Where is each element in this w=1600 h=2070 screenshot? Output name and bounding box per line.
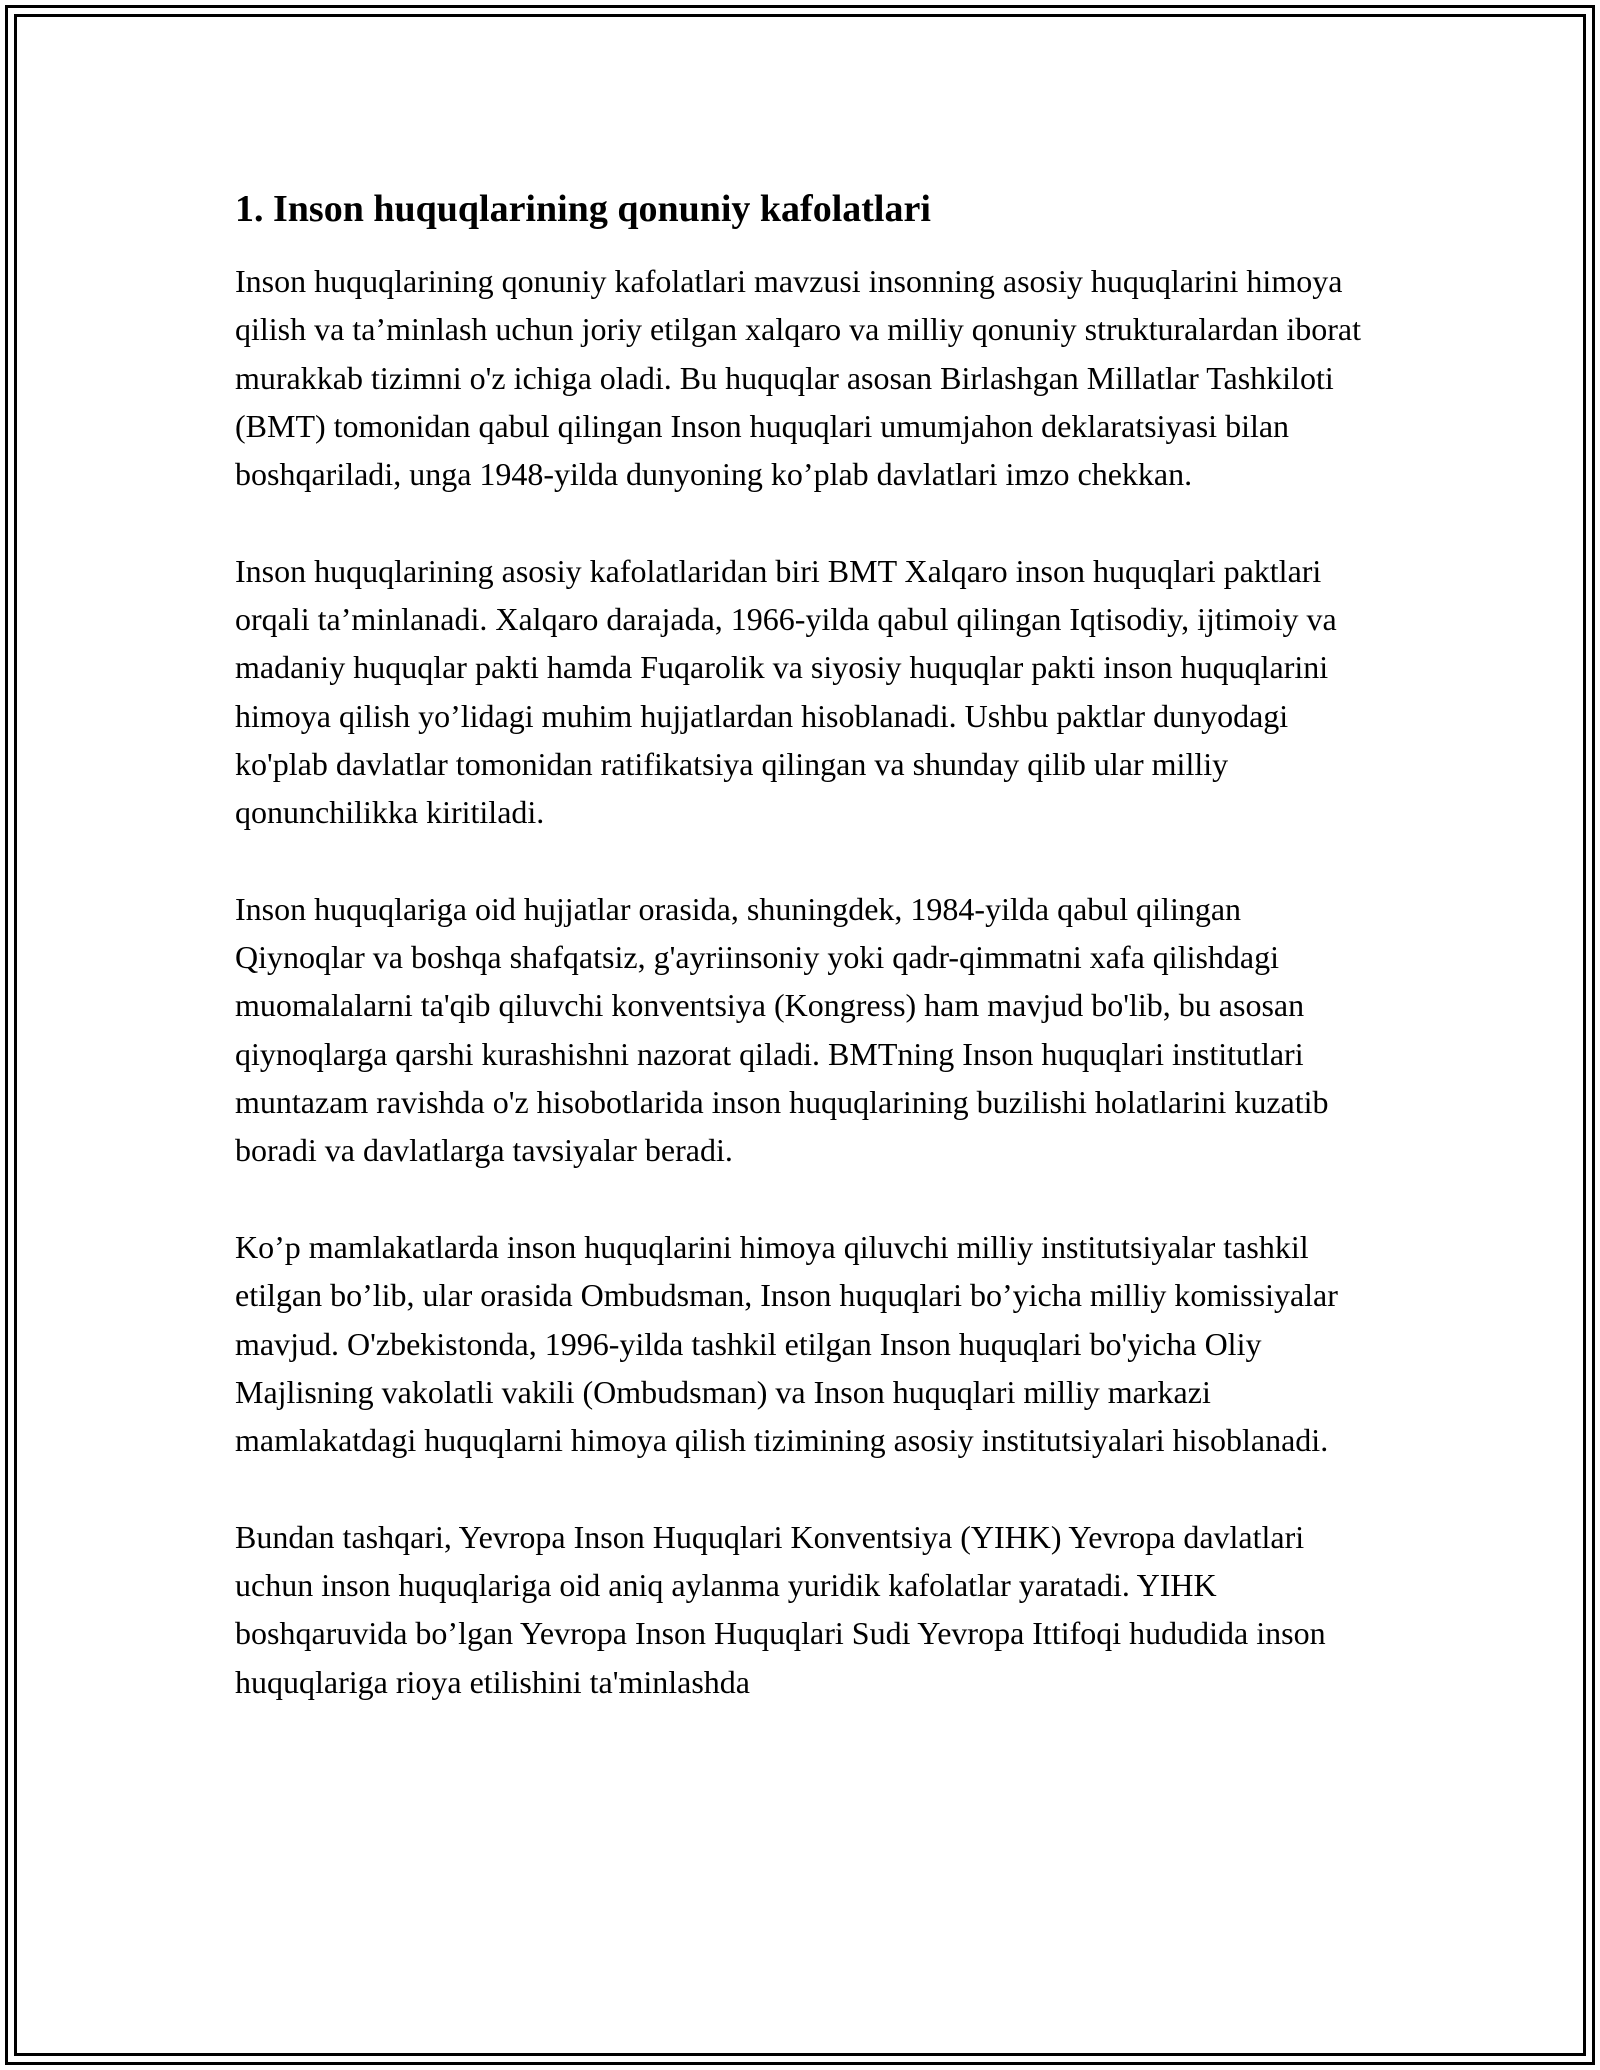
section-heading: 1. Inson huquqlarining qonuniy kafolatlari bbox=[235, 188, 931, 230]
paragraph-5: Bundan tashqari, Yevropa Inson Huquqlari Konventsiya (YIHK) Yevropa davlatlari uchun inson huquqlariga oid aniq aylanma yuridik kafolatlar yaratadi. YIHK boshqaruvida bo’lgan Yevropa Inson Huquqlari Sudi Yevropa Ittifoqi hududida inson huquqlariga rioya etilishini ta'minlashda bbox=[235, 1518, 1326, 1700]
paragraph-2: Inson huquqlarining asosiy kafolatlaridan biri BMT Xalqaro inson huquqlari paktlari orqali ta’minlanadi. Xalqaro darajada, 1966-yilda qabul qilingan Iqtisodiy, ijtimoiy va madaniy huquqlar pakti hamda Fuqarolik va siyosiy huquqlar pakti inson huquqlarini himoya qilish yo’lidagi muhim hujjatlardan hisoblanadi. Ushbu paktlar dunyodagi ko'plab davlatlar tomonidan ratifikatsiya qilingan va shunday qilib ular milliy qonunchilikka kiritiladi. bbox=[235, 552, 1337, 831]
paragraph-1: Inson huquqlarining qonuniy kafolatlari mavzusi insonning asosiy huquqlarini himoya qilish va ta’minlash uchun joriy etilgan xalqaro va milliy qonuniy strukturalardan iborat murakkab tizimni o'z ichiga oladi. Bu huquqlar asosan Birlashgan Millatlar Tashkiloti (BMT) tomonidan qabul qilingan Inson huquqlari umumjahon deklaratsiyasi bilan boshqariladi, unga 1948-yilda dunyoning ko’plab davlatlari imzo chekkan. bbox=[235, 263, 1361, 493]
paragraph-3: Inson huquqlariga oid hujjatlar orasida, shuningdek, 1984-yilda qabul qilingan Qiynoqlar va boshqa shafqatsiz, g'ayriinsoniy yoki qadr-qimmatni xafa qilishdagi muomalalarni ta'qib qiluvchi konventsiya (Kongress) ham mavjud bo'lib, bu asosan qiynoqlarga qarshi kurashishni nazorat qiladi. BMTning Inson huquqlari institutlari muntazam ravishda o'z hisobotlarida inson huquqlarining buzilishi holatlarini kuzatib boradi va davlatlarga tavsiyalar beradi. bbox=[235, 890, 1329, 1169]
document-body bbox=[235, 185, 1365, 1706]
paragraph-4: Ko’p mamlakatlarda inson huquqlarini himoya qiluvchi milliy institutsiyalar tashkil etilgan bo’lib, ular orasida Ombudsman, Inson huquqlari bo’yicha milliy komissiyalar mavjud. O'zbekistonda, 1996-yilda tashkil etilgan Inson huquqlari bo'yicha Oliy Majlisning vakolatli vakili (Ombudsman) va Inson huquqlari milliy markazi mamlakatdagi huquqlarni himoya qilish tizimining asosiy institutsiyalari hisoblanadi. bbox=[235, 1228, 1338, 1459]
